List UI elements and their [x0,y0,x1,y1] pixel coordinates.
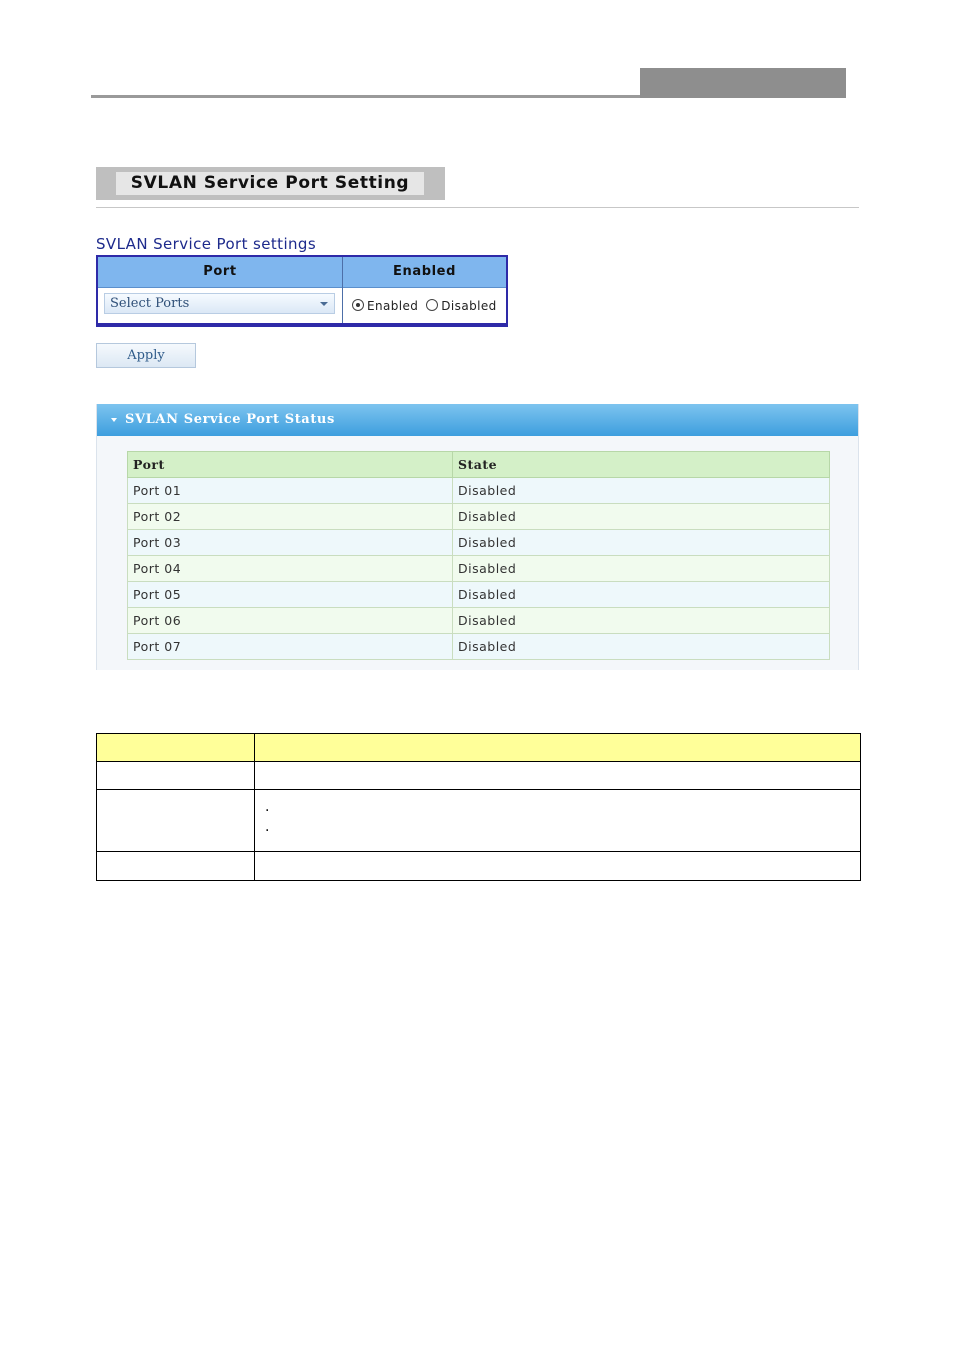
table-row [128,478,830,504]
status-panel-header[interactable] [97,404,859,436]
table-row [128,504,830,530]
settings-column-divider [342,257,343,323]
apply-button[interactable]: Apply [96,343,196,368]
description-row [97,790,861,852]
settings-label: SVLAN Service Port settings [96,235,317,253]
status-table [127,451,830,660]
row-port: Port 07 [128,634,453,660]
radio-enabled[interactable] [352,299,364,311]
status-panel [96,404,859,670]
port-select-dropdown[interactable] [104,293,335,314]
settings-col-port: Port [203,264,237,279]
row-state: Disabled [453,556,830,582]
settings-table [96,255,508,327]
row-state: Disabled [453,478,830,504]
row-port: Port 05 [128,582,453,608]
port-select-value: Select Ports [110,296,190,311]
status-panel-title: SVLAN Service Port Status [125,412,335,427]
settings-col-enabled: Enabled [393,264,456,279]
table-row [128,556,830,582]
row-port: Port 06 [128,608,453,634]
description-cell-object [97,762,255,790]
section-title-frame [96,167,445,200]
description-header-cell-object [97,734,255,762]
table-row [128,582,830,608]
description-cell-text [255,762,861,790]
description-row [97,852,861,881]
table-row [128,530,830,556]
table-row [128,634,830,660]
description-cell-text [255,852,861,881]
enabled-radio-group [352,299,505,313]
section-divider [96,207,859,208]
table-row [128,608,830,634]
section-title: SVLAN Service Port Setting [116,172,424,195]
row-state: Disabled [453,530,830,556]
radio-disabled-label: Disabled [441,299,497,313]
bullet-dot: · [265,822,270,839]
row-state: Disabled [453,504,830,530]
radio-disabled[interactable] [426,299,438,311]
description-cell-text [255,790,861,852]
status-col-port: Port [128,452,453,478]
row-state: Disabled [453,608,830,634]
radio-enabled-label: Enabled [367,299,419,313]
page-header-box [640,68,846,98]
description-table-header [97,734,861,762]
row-state: Disabled [453,634,830,660]
description-cell-object [97,852,255,881]
page-header-rule [91,95,640,98]
bullet-dot: · [265,802,270,819]
row-port: Port 03 [128,530,453,556]
description-cell-object [97,790,255,852]
row-port: Port 01 [128,478,453,504]
row-port: Port 04 [128,556,453,582]
status-col-state: State [453,452,830,478]
description-header-cell-description [255,734,861,762]
description-row [97,762,861,790]
row-port: Port 02 [128,504,453,530]
description-table [96,733,861,881]
collapse-triangle-icon [111,418,117,422]
status-table-header [128,452,830,478]
chevron-down-icon [320,302,328,306]
settings-table-header [98,257,506,288]
row-state: Disabled [453,582,830,608]
